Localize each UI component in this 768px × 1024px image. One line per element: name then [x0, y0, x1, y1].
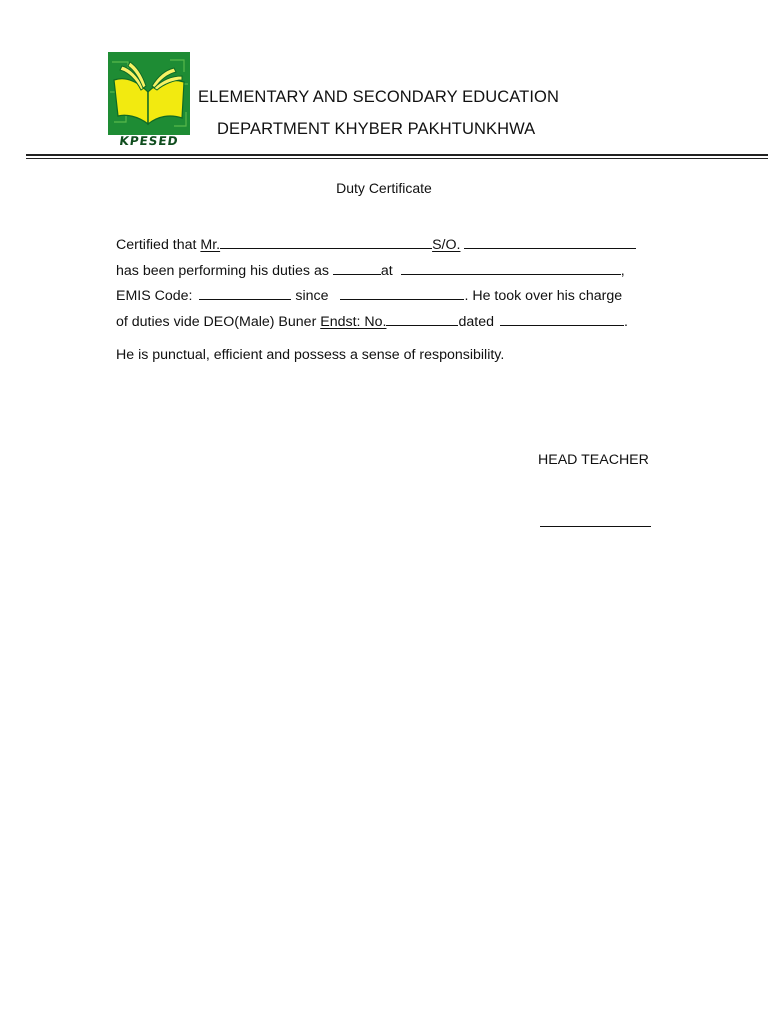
certificate-line-4: [116, 312, 628, 331]
line3-end: . He took over his charge: [464, 288, 623, 304]
since-label: since: [291, 288, 333, 304]
father-name-blank: [464, 235, 636, 249]
line4-end: .: [624, 314, 628, 330]
name-blank: [220, 235, 432, 249]
line4-prefix: of duties vide DEO(Male) Buner: [116, 314, 321, 330]
endst-label: Endst: No.: [320, 314, 387, 330]
header-divider-thick: [26, 154, 768, 156]
emis-code-blank: [199, 286, 291, 300]
since-date-blank: [340, 286, 464, 300]
department-name-line-2: DEPARTMENT KHYBER PAKHTUNKHWA: [217, 120, 536, 138]
line1-prefix: Certified that: [116, 237, 201, 253]
dated-blank: [500, 312, 624, 326]
certificate-line-1: [116, 235, 636, 254]
logo-text: KPESED: [118, 134, 180, 148]
document-title: Duty Certificate: [336, 180, 432, 196]
so-label: S/O.: [432, 237, 461, 253]
department-name-line-1: ELEMENTARY AND SECONDARY EDUCATION: [198, 88, 559, 106]
signatory-title: HEAD TEACHER: [538, 452, 649, 468]
line2-end: ,: [620, 263, 625, 279]
certificate-line-2: [116, 261, 625, 280]
school-blank: [401, 261, 621, 275]
at-label: at: [380, 263, 393, 279]
designation-blank: [333, 261, 381, 275]
signature-line: [540, 526, 651, 527]
kpesed-logo: [108, 52, 190, 148]
mr-label: Mr.: [200, 237, 221, 253]
endst-number-blank: [386, 312, 458, 326]
certificate-remarks: He is punctual, efficient and possess a sense of responsibility.: [116, 347, 505, 363]
certificate-line-3: [116, 286, 622, 305]
line2-prefix: has been performing his duties as: [116, 263, 333, 279]
line3-prefix: EMIS Code:: [116, 288, 197, 304]
dated-label: dated: [458, 314, 494, 330]
header-divider-thin: [26, 158, 768, 159]
